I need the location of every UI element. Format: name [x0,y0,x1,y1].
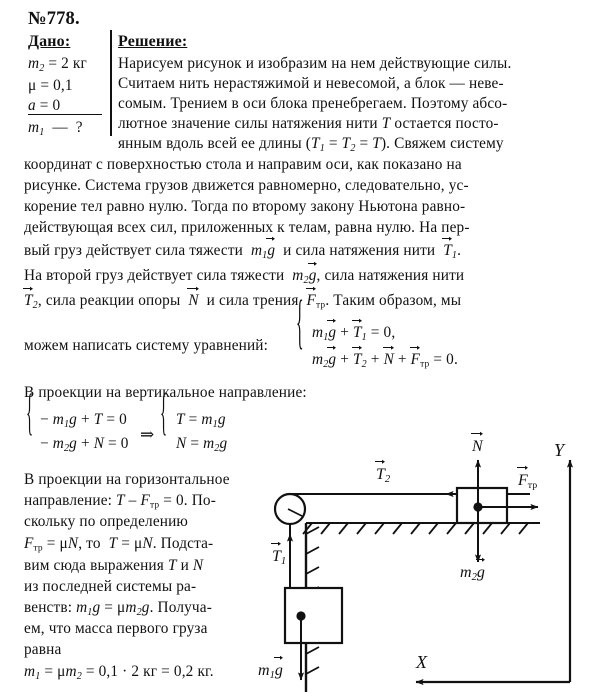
body-line: $T_2$, сила реакции опоры N и сила трения Fтр. Таким образом, мы [24,292,462,311]
block-m1 [285,588,342,643]
vertical-projection-heading: В проекции на вертикальное направление: [24,384,307,401]
label-axis-y: Y [554,440,565,460]
label-friction-force: Fтр [518,472,538,491]
given-find-mass1: $m_1$ — ? [28,119,83,138]
body-line: рисунке. Система грузов движется равномерно, следовательно, ус- [24,177,469,194]
body-line: В проекции на горизонтальное [24,471,230,488]
system-brace: { [296,293,304,358]
label-weight-block2: $m_2g$ [460,564,485,583]
body-line: скольку по определению [24,513,189,530]
given-vertical-rule [110,30,112,136]
pulley [275,494,305,524]
body-line: янным вдоль всей ее длины $(T_1 = T_2 = T)$. Свяжем систему [118,135,504,154]
equation-vector-1: $m_1g + T_1 = 0$, [312,324,396,343]
body-line: Fтр = μN, то T = μN. Подста- [24,535,214,554]
system-intro: можем написать систему уравнений: [24,337,269,354]
vertical-system-brace-right: { [160,387,168,442]
given-item-mass2: $m_2 = 2$ кг [28,55,87,74]
page-title: №778. [28,9,80,29]
force-diagram [250,430,606,697]
equation-vertical-right-2: $N = m_2g$ [176,435,228,454]
body-line: вый груз действует сила тяжести $m_1g$ и сила натяжения нити $T_1$. [24,242,462,261]
body-line: направление: T – Fтр = 0. По- [24,492,216,511]
final-answer: $m_1 = \mu m_2 = 0,1 \cdot 2$ кг = 0,2 кг. [24,663,214,682]
implies-symbol: ⇒ [140,425,155,444]
body-line: ем, что масса первого груза [24,620,208,637]
body-line: равна [24,641,62,658]
given-item-acceleration: a = 0 [28,97,61,114]
diagram-canvas [250,430,606,697]
body-line: вим сюда выражения T и N [24,557,204,574]
label-weight-block1: $m_1g$ [258,662,283,681]
given-label: Дано: [28,33,71,50]
label-axis-x: X [416,652,427,672]
solution-label: Решение: [118,33,188,50]
label-tension-top: $T_2$ [376,466,391,485]
table-hatching [303,523,528,534]
body-line: действующая всех сил, приложенных к телам, равна нулю. На пер- [24,219,470,236]
body-line: венств: $m_1g = \mu m_2g$. Получа- [24,599,212,618]
given-item-mu: μ = 0,1 [28,77,73,94]
body-line: координат с поверхностью стола и направим оси, как показано на [24,156,462,173]
label-tension-left: $T_1$ [272,548,287,567]
given-horizontal-rule [28,114,102,115]
body-line: корение тел равно нулю. Тогда по второму закону Ньютона равно- [24,198,466,215]
vertical-system-brace-left: { [26,387,34,442]
body-line: лютное значение силы натяжения нити T остается посто- [118,115,499,132]
body-line: На второй груз действует сила тяжести $m_2g$, сила натяжения нити [24,267,465,286]
body-line: из последней системы ра- [24,578,197,595]
equation-vertical-left-2: − $m_2g + N = 0$ [40,435,129,454]
body-line: сомым. Трением в оси блока пренебрегаем. Поэтому абсо- [118,95,508,112]
equation-vertical-right-1: $T = m_1g$ [176,411,226,430]
equation-vector-2: $m_2g + T_2 + N$ + Fтр = 0. [312,351,458,370]
body-line: Нарисуем рисунок и изобразим на нем действующие силы. [118,55,512,72]
equation-vertical-left-1: − $m_1g + T = 0$ [40,411,127,430]
label-normal-force: N [472,438,483,455]
body-line: Считаем нить нерастяжимой и невесомой, а блок — неве- [118,75,504,92]
